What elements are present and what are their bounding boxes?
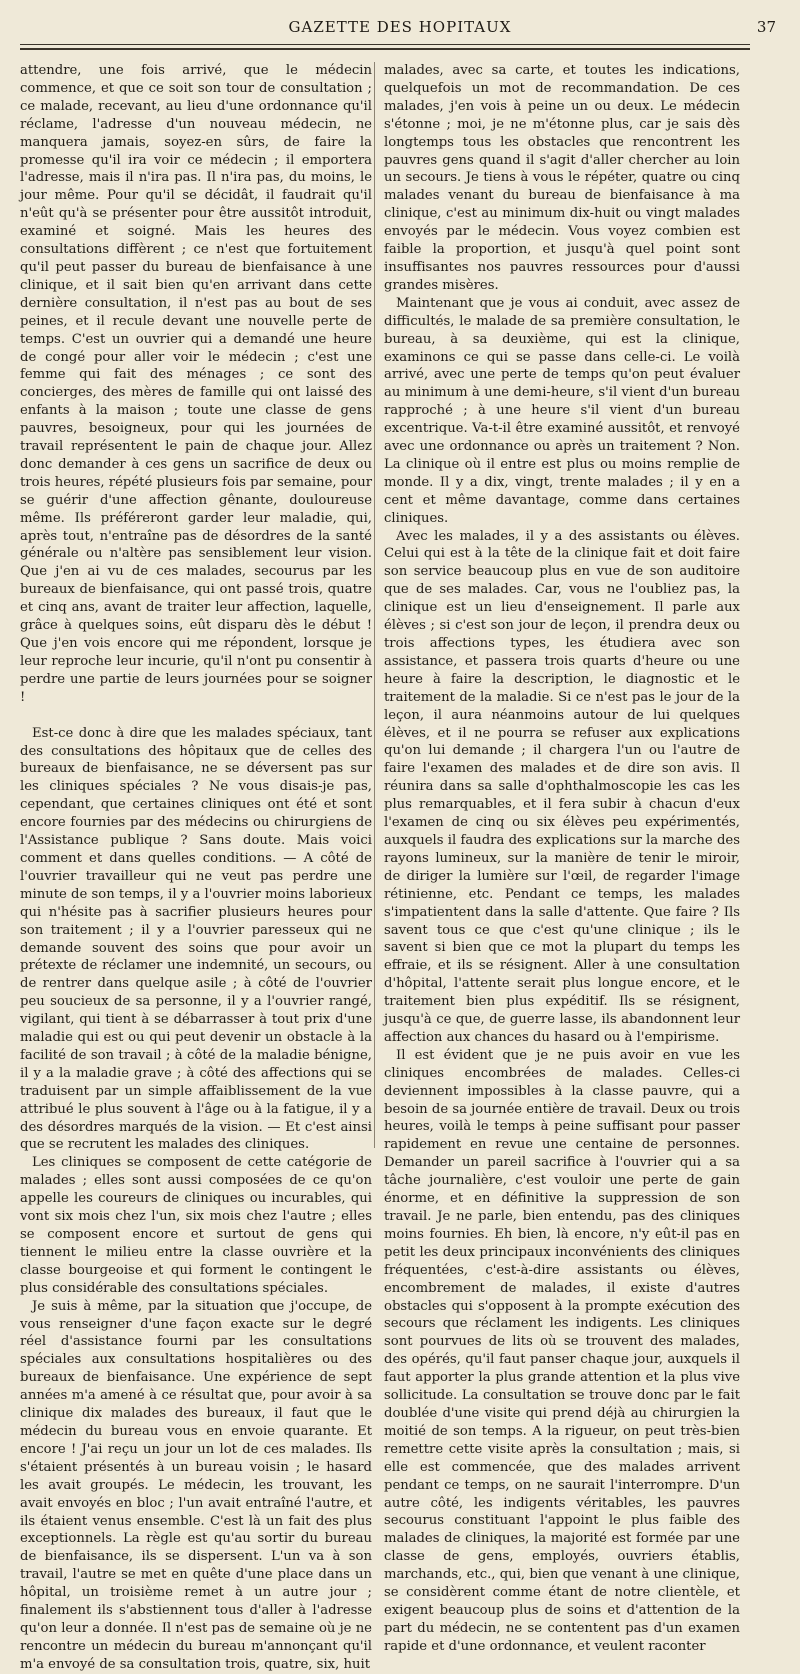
right-paragraph-4: Il est évident que je ne puis avoir en vue les cliniques encombrées de malades. Celles-ci deviennent impossibles à la classe pauvre, qui a besoin de sa journée entière de travail. Deux ou trois heures, voilà le temps à peine suffisant pour passer rapidement en revue une centaine de personnes. Demander un pareil sacrifice à l'ouvrier qui a sa tâche journalière, c'est vouloir une perte de gain énorme, et en définitive la suppression de son travail. Je ne parle, bien entendu, pas des cliniques moins fournies. Eh bien, là encore, n'y eût-il pas en petit les deux principaux inconvénients des cliniques fréquentées, c'est-à-dire assistants ou élèves, encombrement de malades, il existe d'autres obstacles qui s'opposent à la prompte exécution des secours que réclament les indigents. Les cliniques sont pourvues de lits où se trouvent des malades, des opérés, qu'il faut panser chaque jour, auxquels il faut apporter la plus grande attention et la plus vive sollicitude. La consultation se trouve donc par le fait doublée d'une visite qui prend déjà au chirurgien la moitié de son temps. A la rigueur, on peut très-bien remettre cette visite après la consultation ; mais, si elle est commencée, que des malades arrivent pendant ce temps, on ne saurait l'interrompre. D'un autre côté, les indigents véritables, les pauvres secourus constituant l'appoint le plus faible des malades de cliniques, la majorité est formée par une classe de gens, employés, ouvriers établis, marchands, etc., qui, bien que venant à une clinique, se considèrent comme étant de notre clientèle, et exigent beaucoup plus de soins et d'attention de la part du médecin, ne se contentent pas d'un examen rapide et d'une ordonnance, et veulent raconter xyxy=(384,1047,740,1654)
page-header xyxy=(20,18,780,40)
left-paragraph-4: Je suis à même, par la situation que j'occupe, de vous renseigner d'une façon exacte sur le degré réel d'assistance fourni par les consultations spéciales aux consultations hospitalières ou des bureaux de bienfaisance. Une expérience de sept années m'a amené à ce résultat que, pour avoir à sa clinique dix malades des bureaux, il faut que le médecin du bureau vous en envoie quarante. Et encore ! J'ai reçu un jour un lot de ces malades. Ils s'étaient présentés à un bureau voisin ; le hasard les avait groupés. Le médecin, les trouvant, les avait envoyés en bloc ; l'un avait entraîné l'autre, et ils étaient venus ensemble. C'est là un fait des plus exceptionnels. La règle est qu'au sortir du bureau de bienfaisance, ils se dispersent. L'un va à son travail, l'autre se met en quête d'une place dans un hôpital, un troisième remet à un autre jour ; finalement ils s'abstiennent tous d'aller à l'adresse qu'on leur a donnée. Il n'est pas de semaine où je ne rencontre un médecin du bureau m'annonçant qu'il m'a envoyé de sa consultation trois, quatre, six, huit xyxy=(20,1298,372,1672)
journal-title: GAZETTE DES HOPITAUX xyxy=(288,18,512,36)
column-divider xyxy=(374,62,375,1148)
left-paragraph-1: attendre, une fois arrivé, que le médecin commence, et que ce soit son tour de consultation ; ce malade, recevant, au lieu d'une ordonnance qu'il réclame, l'adresse d'un nouveau médecin, ne manquera jamais, soyez-en sûrs, de faire la promesse qu'il ira voir ce médecin ; il emportera l'adresse, mais il n'ira pas. Il n'ira pas, du moins, le jour même. Pour qu'il se décidât, il faudrait qu'il n'eût qu'à se présenter pour être aussitôt introduit, examiné et soigné. Mais les heures des consultations diffèrent ; ce n'est que fortuitement qu'il peut passer du bureau de bienfaisance à une clinique, et il sait bien qu'en arrivant dans cette dernière consultation, il n'est pas au bout de ses peines, et il recule devant une nouvelle perte de temps. C'est un ouvrier qui a demandé une heure de congé pour aller voir le médecin ; c'est une femme qui fait des ménages ; ce sont des concierges, des mères de famille qui ont laissé des enfants à la maison ; toute une classe de gens pauvres, besoigneux, pour qui les journées de travail représentent le pain de chaque jour. Allez donc demander à ces gens un sacrifice de deux ou trois heures, répété plusieurs fois par semaine, pour se guérir d'une affection gênante, douloureuse même. Ils préféreront garder leur maladie, qui, après tout, n'entraîne pas de désordres de la santé générale ou n'altère pas sensiblement leur vision. Que j'en ai vu de ces malades, secourus par les bureaux de bienfaisance, qui ont passé trois, quatre et cinq ans, avant de traiter leur affection, laquelle, grâce à quelques soins, eût disparu dès le début ! Que j'en vois encore qui me répondent, lorsque je leur reproche leur incurie, qu'il n'ont pu consentir à perdre une partie de leurs journées pour se soigner ! xyxy=(20,63,372,705)
header-rule-bottom xyxy=(20,48,750,50)
left-paragraph-3: Les cliniques se composent de cette catégorie de malades ; elles sont aussi composées de ce qu'on appelle les coureurs de cliniques ou incurables, qui vont six mois chez l'un, six mois chez l'autre ; elles se composent encore et surtout de gens qui tiennent le milieu entre la classe ouvrière et la classe bourgeoise et qui forment le contingent le plus considérable des consultations spéciales. xyxy=(20,1155,372,1296)
left-column xyxy=(20,62,372,1674)
left-paragraph-2: Est-ce donc à dire que les malades spéciaux, tant des consultations des hôpitaux que de celles des bureaux de bienfaisance, ne se déversent pas sur les cliniques spéciales ? Ne vous disais-je pas, cependant, que certaines cliniques ont été et sont encore fournies par des médecins ou chirurgiens de l'Assistance publique ? Sans doute. Mais voici comment et dans quelles conditions. — A côté de l'ouvrier travailleur qui ne veut pas perdre une minute de son temps, il y a l'ouvrier moins laborieux qui n'hésite pas à sacrifier plusieurs heures pour son traitement ; il y a l'ouvrier paresseux qui ne demande souvent des soins que pour avoir un prétexte de réclamer une indemnité, un secours, ou de rentrer dans quelque asile ; à côté de l'ouvrier peu soucieux de sa personne, il y a l'ouvrier rangé, vigilant, qui tient à se débarrasser à tout prix d'une maladie qui est ou qui peut devenir un obstacle à la facilité de son travail ; à côté de la maladie bénigne, il y a la maladie grave ; à côté des affections qui se traduisent par un simple affaiblissement de la vue attribué le plus souvent à l'âge ou à la fatigue, il y a des désordres marqués de la vision. — Et c'est ainsi que se recrutent les malades des cliniques. xyxy=(20,725,372,1153)
header-rule-top xyxy=(20,44,750,45)
right-paragraph-2: Maintenant que je vous ai conduit, avec assez de difficultés, le malade de sa première consultation, le bureau, à sa deuxième, qui est la clinique, examinons ce qui se passe dans celle-ci. Le voilà arrivé, avec une perte de temps qu'on peut évaluer au minimum à une demi-heure, s'il vient d'un bureau rapproché ; à une heure s'il vient d'un bureau excentrique. Va-t-il être examiné aussitôt, et renvoyé avec une ordonnance ou après un traitement ? Non. La clinique où il entre est plus ou moins remplie de monde. Il y a dix, vingt, trente malades ; il y en a cent et même davantage, comme dans certaines cliniques. xyxy=(384,295,740,526)
right-column xyxy=(384,62,740,1656)
page-number: 37 xyxy=(756,18,776,36)
right-paragraph-3: Avec les malades, il y a des assistants ou élèves. Celui qui est à la tête de la clinique fait et doit faire son service beaucoup plus en vue de son auditoire que de ses malades. Car, vous ne l'oubliez pas, la clinique est un lieu d'enseignement. Il parle aux élèves ; si c'est son jour de leçon, il prendra deux ou trois affections types, les étudiera avec son assistance, et passera trois quarts d'heure ou une heure à faire la description, le diagnostic et le traitement de la maladie. Si ce n'est pas le jour de la leçon, il aura néanmoins autour de lui quelques élèves, et il ne pourra se refuser aux explications qu'on lui demande ; il chargera l'un ou l'autre de faire l'examen des malades et de dire son avis. Il réunira dans sa salle d'ophthalmoscopie les cas les plus remarquables, et il fera subir à chacun d'eux l'examen de cinq ou six élèves peu expérimentés, auxquels il faudra des explications sur la marche des rayons lumineux, sur la manière de tenir le miroir, de diriger la lumière sur l'œil, de regarder l'image rétinienne, etc. Pendant ce temps, les malades s'impatientent dans la salle d'attente. Que faire ? Ils savent tous ce que c'est qu'une clinique ; ils le savent si bien que ce mot la plupart du temps les effraie, et ils se résignent. Aller à une consultation d'hôpital, l'attente serait plus longue encore, et le traitement bien plus expéditif. Ils se résignent, jusqu'à ce que, de guerre lasse, ils abandonnent leur affection aux chances du hasard ou à l'empirisme. xyxy=(384,528,740,1045)
right-paragraph-1: malades, avec sa carte, et toutes les indications, quelquefois un mot de recommandation. De ces malades, j'en vois à peine un ou deux. Le médecin s'étonne ; moi, je ne m'étonne plus, car je sais dès longtemps tous les obstacles que rencontrent les pauvres gens quand il s'agit d'aller chercher au loin un secours. Je tiens à vous le répéter, quatre ou cinq malades venant du bureau de bienfaisance à ma clinique, c'est au minimum dix-huit ou vingt malades envoyés par le médecin. Vous voyez combien est faible la proportion, et jusqu'à quel point sont insuffisantes nos pauvres ressources pour d'aussi grandes misères. xyxy=(384,63,740,293)
